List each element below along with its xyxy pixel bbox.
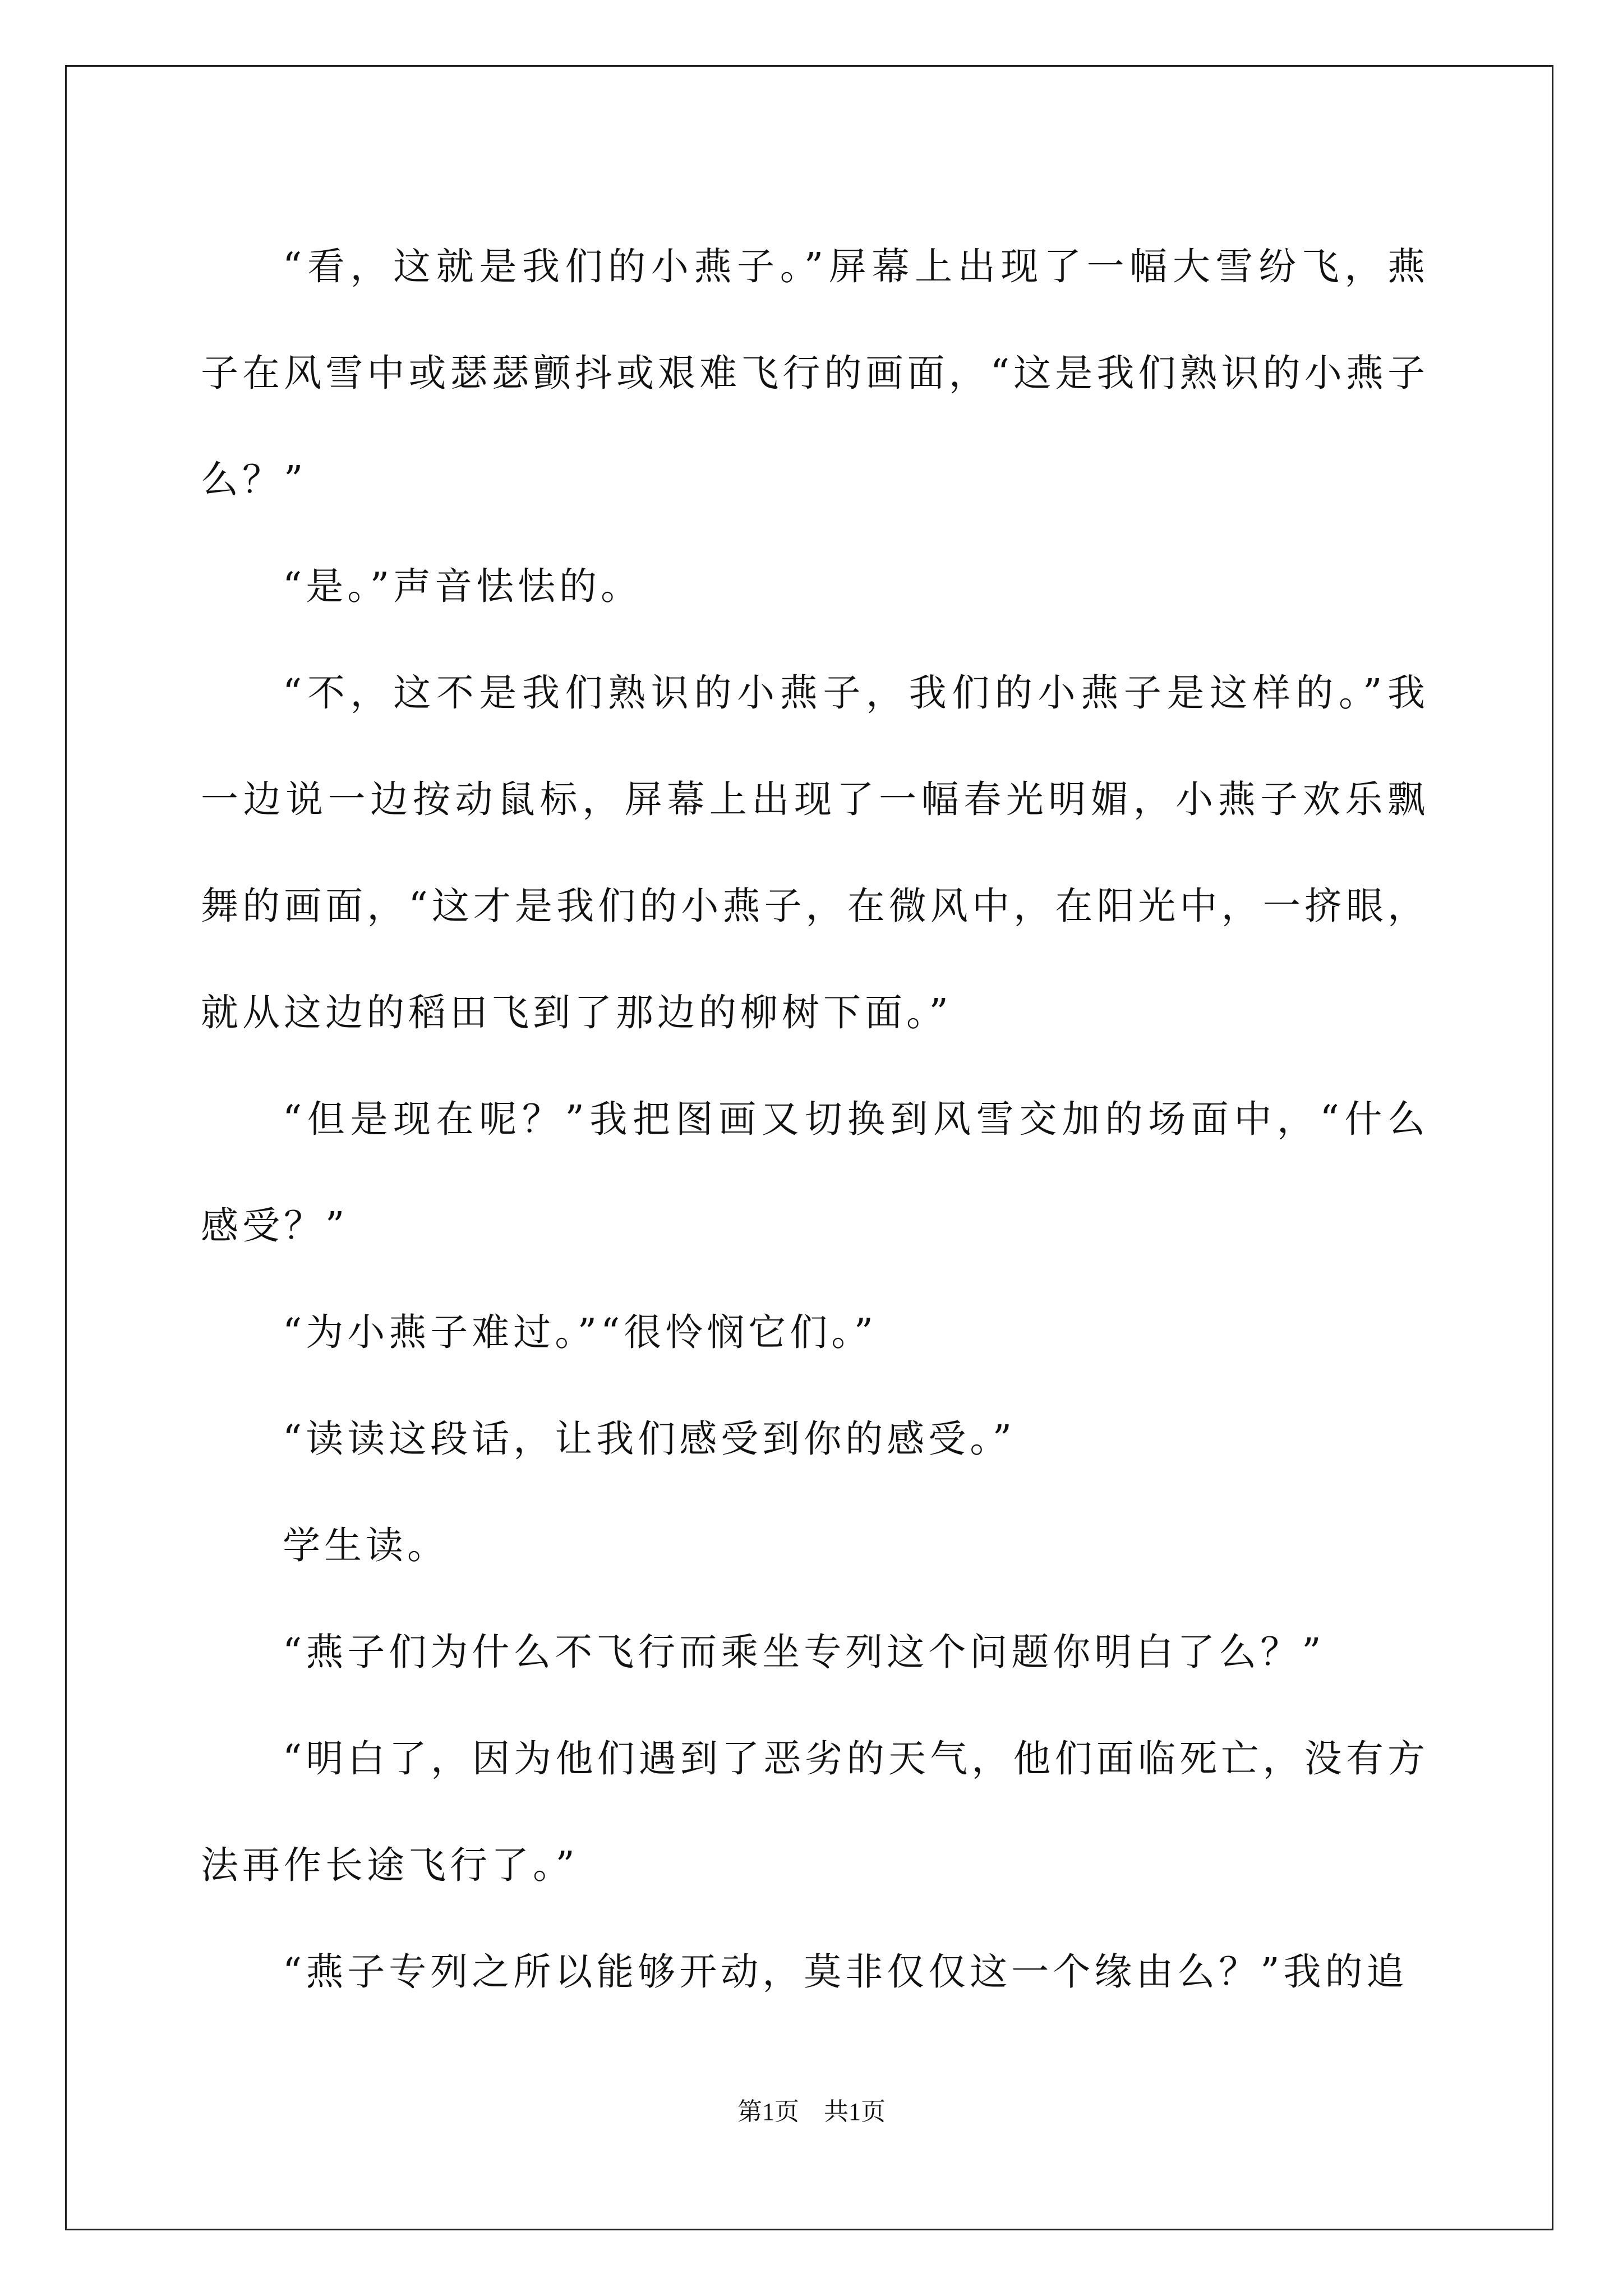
page-number: 第1页 xyxy=(737,2098,799,2125)
paragraph: “读读这段话，让我们感受到你的感受。” xyxy=(283,1417,1016,1461)
paragraph: “为小燕子难过。”“很怜悯它们。” xyxy=(283,1310,878,1354)
document-body xyxy=(201,213,1429,2025)
paragraph: “看，这就是我们的小燕子。”屏幕上出现了一幅大雪纷飞，燕子在风雪中或瑟瑟颤抖或艰难飞行的画面，“这是我们熟识的小燕子么？” xyxy=(201,245,1429,501)
paragraph: “燕子专列之所以能够开动，莫非仅仅这一个缘由么？”我的追 xyxy=(283,1950,1408,1994)
page-total: 共1页 xyxy=(824,2098,886,2125)
page-footer xyxy=(0,2091,1623,2127)
paragraph: 学生读。 xyxy=(283,1524,449,1567)
paragraph: “是。”声音怯怯的。 xyxy=(283,564,643,608)
paragraph: “明白了，因为他们遇到了恶劣的天气，他们面临死亡，没有方法再作长途飞行了。” xyxy=(201,1737,1429,1887)
paragraph: “不，这不是我们熟识的小燕子，我们的小燕子是这样的。”我一边说一边按动鼠标，屏幕上出现了一幅春光明媚，小燕子欢乐飘舞的画面，“这才是我们的小燕子，在微风中，在阳光中，一挤眼，就从这边的稻田飞到了那边的柳树下面。” xyxy=(201,671,1429,1034)
paragraph: “燕子们为什么不飞行而乘坐专列这个问题你明白了么？” xyxy=(283,1630,1325,1674)
paragraph: “但是现在呢？”我把图画又切换到风雪交加的场面中，“什么感受？” xyxy=(201,1097,1429,1248)
